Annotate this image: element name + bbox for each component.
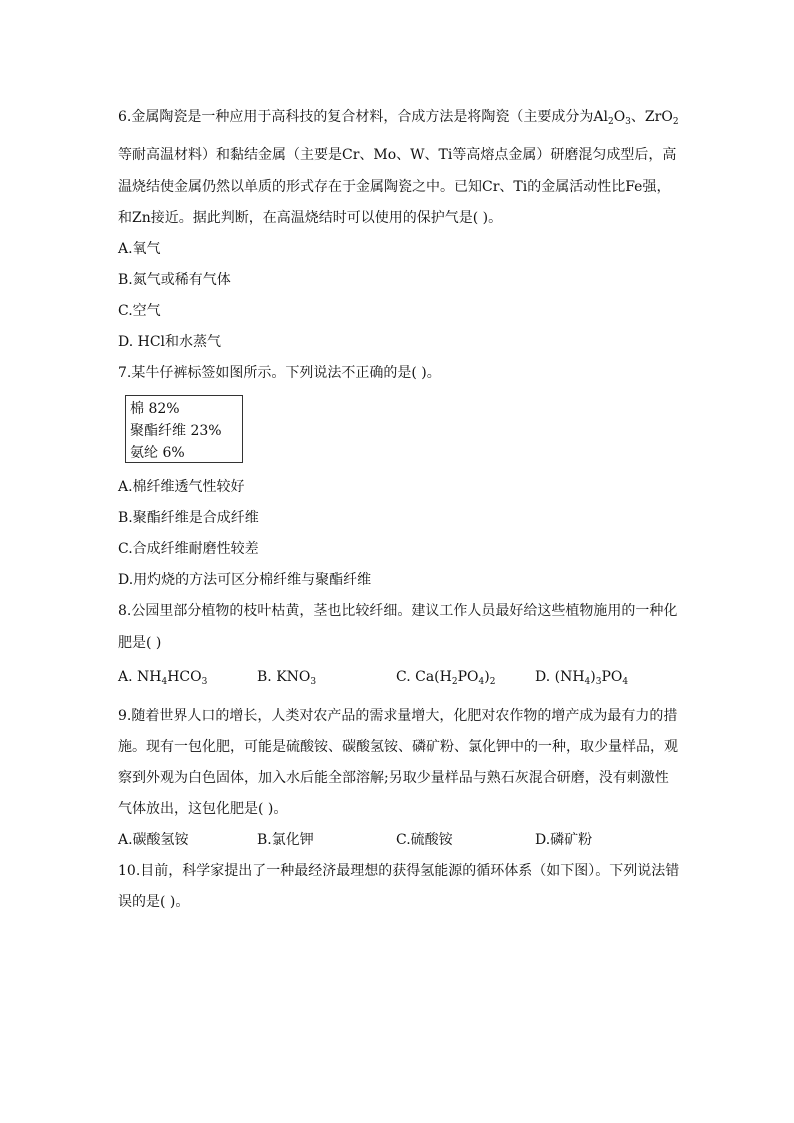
q8-line-1: 8.公园里部分植物的枝叶枯黄，茎也比较纤细。建议工作人员最好给这些植物施用的一种化 <box>118 603 678 619</box>
q6-line-4: 和Zn接近。据此判断，在高温烧结时可以使用的保护气是( )。 <box>118 210 503 226</box>
q7-option-d: D.用灼烧的方法可区分棉纤维与聚酯纤维 <box>118 572 372 588</box>
jeans-label-box <box>125 395 243 463</box>
q9-line-1: 9.随着世界人口的增长，人类对农产品的需求量增大，化肥对农作物的增产成为最有力的措 <box>118 708 678 724</box>
q9-option-d: D.磷矿粉 <box>535 832 593 848</box>
q9-option-b: B.氯化钾 <box>257 832 314 848</box>
q7-option-b: B.聚酯纤维是合成纤维 <box>118 510 259 526</box>
label-row-polyester: 聚酯纤维 23% <box>130 423 222 439</box>
q9-option-c: C.硫酸铵 <box>396 832 453 848</box>
q6-option-a: A.氧气 <box>118 241 161 257</box>
q10-line-1: 10.目前，科学家提出了一种最经济最理想的获得氢能源的循环体系（如下图）。下列说法错 <box>118 863 680 879</box>
q6-line-2: 等耐高温材料）和黏结金属（主要是Cr、Mo、W、Ti等高熔点金属）研磨混匀成型后，高 <box>118 147 677 163</box>
q9-options-row <box>118 830 678 850</box>
q8-option-d: D. $(NH_4)_3PO_4$ <box>535 669 629 687</box>
q6-option-b: B.氮气或稀有气体 <box>118 272 231 288</box>
q8-options-row <box>118 667 678 687</box>
q7-option-c: C.合成纤维耐磨性较差 <box>118 541 259 557</box>
q10-line-2: 误的是( )。 <box>118 894 190 910</box>
q9-line-3: 察到外观为白色固体，加入水后能全部溶解;另取少量样品与熟石灰混合研磨，没有刺激性 <box>118 770 669 786</box>
q6-option-c: C.空气 <box>118 303 161 319</box>
q6-option-d: D. HCl和水蒸气 <box>118 334 222 350</box>
q7-stem: 7.某牛仔裤标签如图所示。下列说法不正确的是( )。 <box>118 365 441 381</box>
q8-option-a: A. $NH_4HCO_3$ <box>118 669 208 687</box>
q8-option-c: C. $Ca(H_2PO_4)_2$ <box>396 669 496 687</box>
q9-line-2: 施。现有一包化肥，可能是硫酸铵、碳酸氢铵、磷矿粉、氯化钾中的一种，取少量样品，观 <box>118 739 678 755</box>
q6-line-3: 温烧结使金属仍然以单质的形式存在于金属陶瓷之中。已知Cr、Ti的金属活动性比Fe强， <box>118 179 671 195</box>
q6-line-1: 6.金属陶瓷是一种应用于高科技的复合材料，合成方法是将陶瓷（主要成分为$Al_2O_3$、ZrO$_2$ <box>118 109 679 127</box>
q7-option-a: A.棉纤维透气性较好 <box>118 479 245 495</box>
label-row-cotton: 棉 82% <box>130 401 180 417</box>
q9-line-4: 气体放出，这包化肥是( )。 <box>118 801 288 817</box>
label-row-spandex: 氨纶 6% <box>130 445 185 461</box>
q8-option-b: B. $KNO_3$ <box>257 669 317 687</box>
q8-line-2: 肥是( ) <box>118 635 162 651</box>
q9-option-a: A.碳酸氢铵 <box>118 832 189 848</box>
